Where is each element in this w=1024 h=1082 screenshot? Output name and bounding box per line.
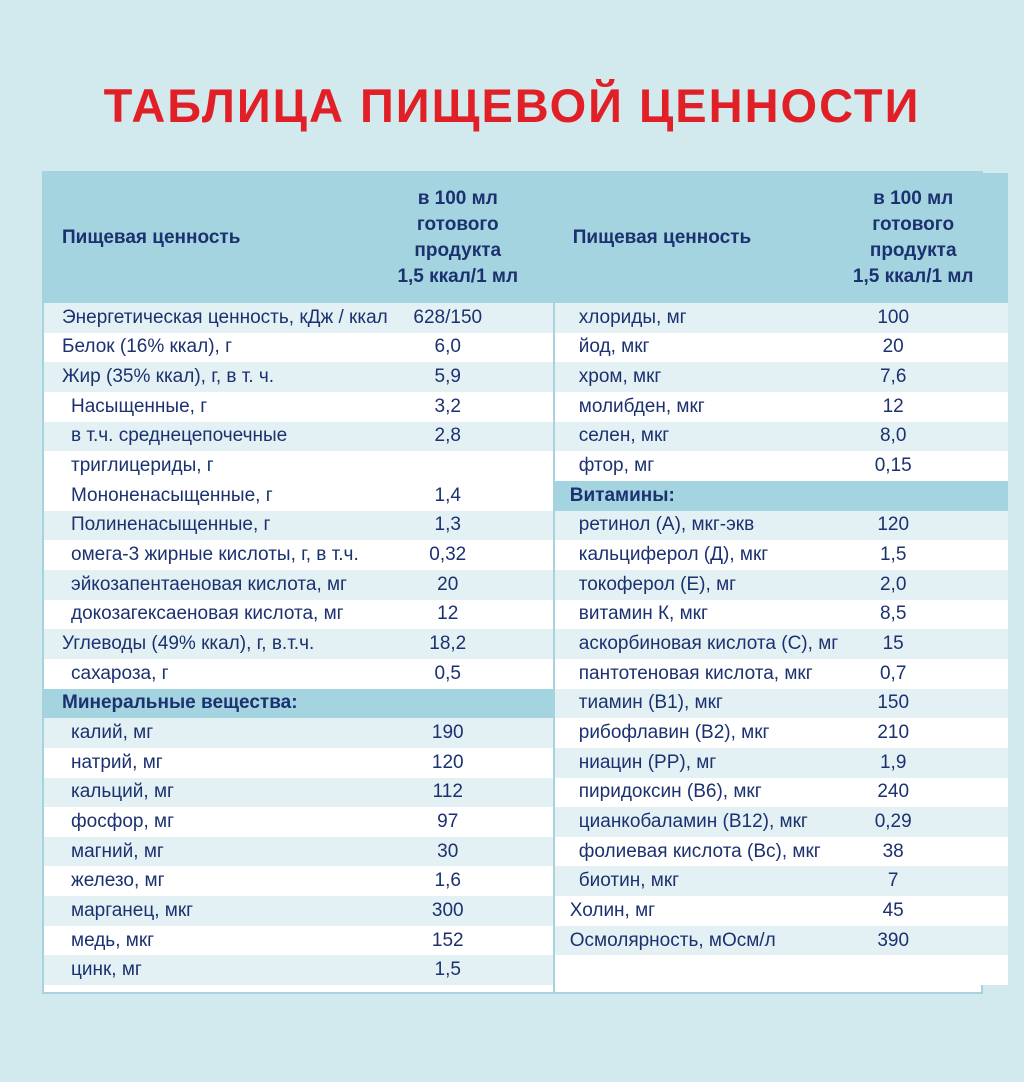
right-column [553, 173, 1008, 992]
table-row [44, 926, 553, 956]
table-row [555, 807, 1008, 837]
row-label: цианкобаламин (В12), мкг [578, 810, 808, 832]
left-header-line: 1,5 ккал/1 мл [397, 266, 519, 287]
table-filler [44, 985, 553, 992]
row-label: Полиненасыщенные, г [71, 514, 271, 536]
table-row [555, 659, 1008, 689]
row-label: пиридоксин (В6), мкг [578, 781, 762, 803]
row-value: 150 [877, 692, 910, 714]
table-row [555, 392, 1008, 422]
row-value: 100 [877, 306, 910, 328]
row-value: 1,6 [434, 870, 461, 892]
row-value: 15 [882, 633, 904, 655]
row-value: 45 [882, 899, 904, 921]
row-value: 1,5 [879, 544, 907, 566]
table-row [555, 896, 1008, 926]
section-row [44, 689, 553, 719]
row-value: 240 [877, 781, 910, 803]
row-value: 210 [877, 722, 910, 744]
row-value: 112 [432, 781, 463, 803]
row-value: 8,5 [879, 603, 907, 625]
row-label: фтор, мг [578, 455, 655, 477]
row-value: 20 [437, 573, 459, 595]
row-value: 97 [437, 810, 459, 832]
row-value: 152 [431, 929, 464, 951]
row-label: фолиевая кислота (Вс), мкг [578, 840, 821, 862]
table-row [44, 600, 553, 630]
row-value: 0,32 [429, 544, 467, 566]
left-header-line: готового [416, 214, 499, 235]
table-row [44, 866, 553, 896]
row-value: 1,5 [434, 959, 461, 981]
row-value: 190 [431, 722, 464, 744]
right-header-label: Пищевая ценность [572, 227, 752, 248]
row-value: 1,9 [879, 751, 907, 773]
row-label: витамин К, мкг [578, 603, 708, 625]
table-row [555, 866, 1008, 896]
table-row [555, 926, 1008, 956]
row-label: кальциферол (Д), мкг [578, 544, 769, 566]
table-row [44, 481, 553, 511]
row-value: 3,2 [434, 395, 461, 417]
table-row [44, 778, 553, 808]
row-label: натрий, мг [71, 751, 163, 773]
table-row [44, 748, 553, 778]
table-row [44, 570, 553, 600]
table-row [44, 955, 553, 985]
row-value: 8,0 [879, 425, 907, 447]
row-label: магний, мг [71, 840, 164, 862]
row-label: эйкозапентаеновая кислота, мг [71, 573, 347, 595]
right-header-line: продукта [869, 240, 957, 261]
row-value: 12 [437, 603, 459, 625]
row-label: кальций, мг [71, 781, 174, 803]
row-label: Осмолярность, мОсм/л [569, 929, 776, 951]
table-row [44, 333, 553, 363]
table-row [555, 837, 1008, 867]
row-label: в т.ч. среднецепочечные [71, 425, 288, 447]
row-value: 390 [877, 929, 910, 951]
row-label: Энергетическая ценность, кДж / ккал [62, 306, 388, 328]
table-row [44, 362, 553, 392]
left-header-line: в 100 мл [417, 188, 498, 209]
table-row [44, 422, 553, 452]
right-header-value [828, 186, 1008, 290]
row-label: медь, мкг [71, 929, 155, 951]
table-row [44, 659, 553, 689]
table-row [44, 896, 553, 926]
table-row [555, 303, 1008, 333]
row-label: Углеводы (49% ккал), г, в.т.ч. [62, 633, 315, 655]
row-label: Витамины: [569, 484, 675, 506]
table-row [44, 392, 553, 422]
right-header-line: 1,5 ккал/1 мл [852, 266, 974, 287]
left-header-label: Пищевая ценность [62, 227, 241, 248]
left-column [44, 173, 553, 992]
row-label: фосфор, мг [71, 810, 175, 832]
row-label: триглицериды, г [71, 455, 214, 477]
table-row [44, 718, 553, 748]
table-row [44, 629, 553, 659]
row-value: 20 [882, 336, 904, 358]
row-value: 0,5 [434, 662, 461, 684]
row-label: хлориды, мг [578, 306, 687, 328]
row-value: 628/150 [413, 306, 483, 328]
table-row [44, 303, 553, 333]
table-row [44, 837, 553, 867]
row-value: 12 [882, 395, 904, 417]
table-filler [555, 985, 1008, 992]
row-value: 2,0 [879, 573, 907, 595]
right-header-line: в 100 мл [873, 188, 954, 209]
row-label: хром, мкг [578, 366, 662, 388]
table-row [555, 955, 1008, 985]
left-header-line: продукта [414, 240, 502, 261]
row-value: 0,7 [879, 662, 907, 684]
table-row [44, 807, 553, 837]
row-value: 120 [431, 751, 464, 773]
table-row [555, 451, 1008, 481]
row-label: Минеральные вещества: [62, 692, 298, 714]
row-value: 18,2 [429, 633, 467, 655]
row-label: Насыщенные, г [71, 395, 208, 417]
section-row [555, 481, 1008, 511]
row-value: 0,29 [874, 810, 912, 832]
row-label: Мононенасыщенные, г [71, 484, 273, 506]
nutrition-table [42, 171, 983, 994]
row-value: 2,8 [434, 425, 461, 447]
row-label: ниацин (РР), мг [578, 751, 717, 773]
table-row [44, 451, 553, 481]
right-header-line: готового [872, 214, 955, 235]
left-header [44, 173, 553, 303]
left-header-value [373, 186, 553, 290]
row-value: 1,4 [434, 484, 461, 506]
row-label: йод, мкг [578, 336, 650, 358]
row-label: тиамин (В1), мкг [578, 692, 723, 714]
row-value: 5,9 [434, 366, 461, 388]
row-label: докозагексаеновая кислота, мг [71, 603, 344, 625]
row-label: Холин, мг [569, 899, 656, 921]
right-body [555, 303, 1008, 992]
row-label: марганец, мкг [71, 899, 194, 921]
row-label: омега-3 жирные кислоты, г, в т.ч. [71, 544, 359, 566]
row-label: железо, мг [71, 870, 165, 892]
table-row [555, 689, 1008, 719]
table-row [555, 629, 1008, 659]
row-label: рибофлавин (В2), мкг [578, 722, 770, 744]
right-header [555, 173, 1008, 303]
table-row [555, 600, 1008, 630]
row-label: аскорбиновая кислота (С), мг [578, 633, 839, 655]
row-label: пантотеновая кислота, мкг [578, 662, 813, 684]
table-row [555, 333, 1008, 363]
row-value: 7,6 [879, 366, 907, 388]
table-row [555, 362, 1008, 392]
row-label: селен, мкг [578, 425, 670, 447]
table-row [555, 748, 1008, 778]
row-label: молибден, мкг [578, 395, 705, 417]
row-value: 6,0 [434, 336, 461, 358]
row-label: Белок (16% ккал), г [62, 336, 233, 358]
row-label: сахароза, г [71, 662, 169, 684]
row-label: ретинол (А), мкг-экв [578, 514, 755, 536]
row-value: 120 [877, 514, 910, 536]
table-row [44, 511, 553, 541]
table-row [555, 570, 1008, 600]
table-row [555, 778, 1008, 808]
table-row [555, 540, 1008, 570]
row-label: Жир (35% ккал), г, в т. ч. [62, 366, 275, 388]
row-label: цинк, мг [71, 959, 142, 981]
row-value: 38 [882, 840, 904, 862]
table-row [555, 511, 1008, 541]
row-label: калий, мг [71, 722, 154, 744]
page-title: ТАБЛИЦА ПИЩЕВОЙ ЦЕННОСТИ [103, 79, 921, 132]
row-value: 30 [437, 840, 459, 862]
row-value: 300 [431, 899, 464, 921]
row-value: 7 [887, 870, 899, 892]
left-body [44, 303, 553, 992]
table-row [555, 422, 1008, 452]
row-label: токоферол (Е), мг [578, 573, 737, 595]
table-row [555, 718, 1008, 748]
row-label: биотин, мкг [578, 870, 680, 892]
row-value: 0,15 [874, 455, 912, 477]
table-row [44, 540, 553, 570]
row-value: 1,3 [434, 514, 461, 536]
